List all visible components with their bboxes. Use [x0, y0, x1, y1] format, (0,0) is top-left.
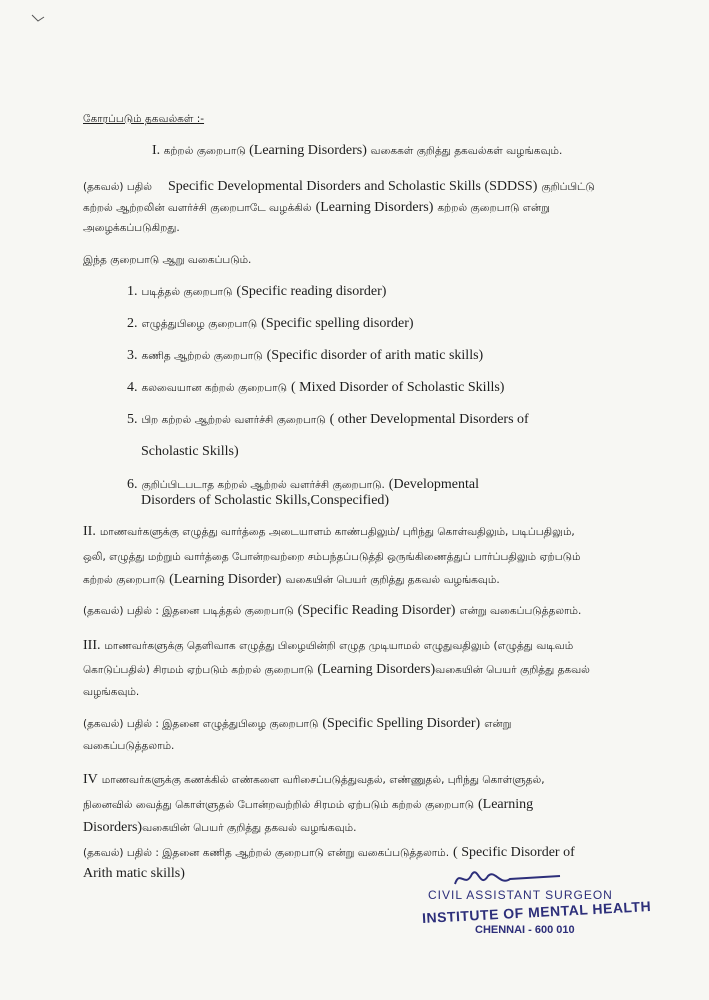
- section4-question-line1: IV மாணவர்களுக்கு கணக்கில் எண்களை வரிசைப்படுத்துவதல், எண்ணுதல், புரிந்து கொள்ளுதல்,: [83, 772, 545, 787]
- section3-question-line2: கொடுப்பதில்) சிரமம் ஏற்படும் கற்றல் குறைபாடு (Learning Disorders)வகையின் பெயர் குறித்து தகவல்: [83, 662, 590, 677]
- section4-question-line3: Disorders)வகையின் பெயர் குறித்து தகவல் வழங்கவும்.: [83, 820, 357, 835]
- list-item: 1. படித்தல் குறைபாடு (Specific reading disorder): [127, 284, 387, 299]
- section2-answer: (தகவல்) பதில் : இதனை படித்தல் குறைபாடு (Specific Reading Disorder) என்று வகைப்படுத்தலாம்.: [83, 603, 582, 618]
- corner-mark: [31, 14, 45, 22]
- list-item-continuation: Scholastic Skills): [141, 444, 239, 459]
- stamp-address: CHENNAI - 600 010: [475, 924, 575, 936]
- stamp-institution: INSTITUTE OF MENTAL HEALTH: [421, 898, 652, 926]
- section4-answer-line1: (தகவல்) பதில் : இதனை கணித ஆற்றல் குறைபாடு என்று வகைப்படுத்தலாம். ( Specific Disorder of: [83, 845, 575, 860]
- section1-intro: இந்த குறைபாடு ஆறு வகைப்படும்.: [83, 254, 252, 266]
- section3-answer-line1: (தகவல்) பதில் : இதனை எழுத்துபிழை குறைபாடு (Specific Spelling Disorder) என்று: [83, 716, 512, 731]
- list-item: 6. குறிப்பிடபடாத கற்றல் ஆற்றல் வளர்ச்சி குறைபாடு. (Developmental: [127, 477, 479, 492]
- section1-question: I. கற்றல் குறைபாடு (Learning Disorders) வகைகள் குறித்து தகவல்கள் வழங்கவும்.: [152, 143, 563, 158]
- list-item: 4. கலவையான கற்றல் குறைபாடு ( Mixed Disorder of Scholastic Skills): [127, 380, 505, 395]
- official-stamp: [420, 862, 650, 952]
- section2-question-line2: ஒலி, எழுத்து மற்றும் வார்த்தை போன்றவற்றை சம்பந்தப்படுத்தி ஒருங்கிணைத்துப் பார்ப்பதிலும் ஏற்படும்: [83, 551, 581, 563]
- section4-question-line2: நினைவில் வைத்து கொள்ளுதல் போன்றவற்றில் சிரமம் ஏற்படும் கற்றல் குறைபாடு (Learning: [83, 797, 534, 812]
- list-item: 5. பிற கற்றல் ஆற்றல் வளர்ச்சி குறைபாடு ( other Developmental Disorders of: [127, 412, 529, 427]
- list-item-continuation: Disorders of Scholastic Skills,Conspecified): [141, 493, 390, 508]
- stamp-title: CIVIL ASSISTANT SURGEON: [428, 888, 613, 902]
- section2-question-line1: II. மாணவர்களுக்கு எழுத்து வார்த்தை அடையாளம் காண்பதிலும்/ புரிந்து கொள்வதிலும், படிப்பதிலும்,: [83, 524, 575, 539]
- section4-answer-line2: Arith matic skills): [83, 866, 185, 881]
- list-item: 3. கணித ஆற்றல் குறைபாடு (Specific disorder of arith matic skills): [127, 348, 484, 363]
- section2-question-line3: கற்றல் குறைபாடு (Learning Disorder) வகையின் பெயர் குறித்து தகவல் வழங்கவும்.: [83, 572, 500, 587]
- section3-question-line1: III. மாணவர்களுக்கு தெளிவாக எழுத்து பிழையின்றி எழுத முடியாமல் எழுதுவதிலும் (எழுத்து வடிவம்: [83, 638, 574, 653]
- section3-question-line3: வழங்கவும்.: [83, 686, 140, 698]
- section1-answer-line2: கற்றல் ஆற்றலின் வளர்ச்சி குறைபாடே வழக்கில் (Learning Disorders) கற்றல் குறைபாடு என்று: [83, 200, 550, 215]
- page-heading: கோரப்படும் தகவல்கள் :-: [83, 113, 205, 125]
- section1-answer-line3: அழைக்கப்படுகிறது.: [83, 222, 180, 234]
- list-item: 2. எழுத்துபிழை குறைபாடு (Specific spelling disorder): [127, 316, 414, 331]
- section3-answer-line2: வகைப்படுத்தலாம்.: [83, 740, 175, 752]
- section1-answer-line1: (தகவல்) பதில் Specific Developmental Disorders and Scholastic Skills (SDDSS) குறிப்பிட்டு: [83, 179, 595, 194]
